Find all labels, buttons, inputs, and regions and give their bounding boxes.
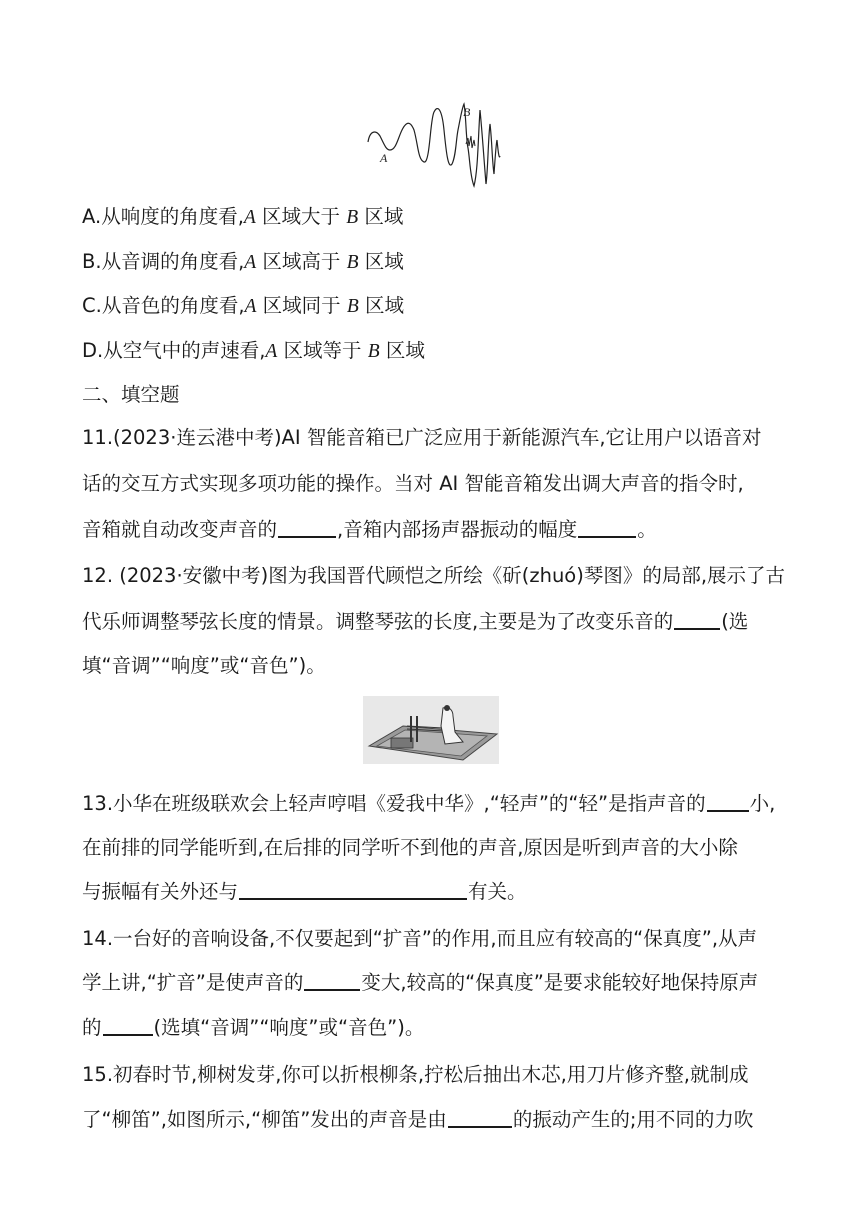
region-b-label: B	[463, 105, 471, 119]
q13-line-3: 与振幅有关外还与 有关。	[82, 880, 527, 903]
answer-blank[interactable]	[239, 878, 467, 900]
q12-line-3: 填“音调”“响度”或“音色”)。	[82, 654, 326, 677]
answer-blank[interactable]	[674, 608, 720, 630]
q14-line-3: 的 (选填“音调”“响度”或“音色”)。	[82, 1016, 425, 1039]
answer-blank[interactable]	[103, 1014, 153, 1036]
zhuo-qin-painting-image	[363, 696, 499, 764]
q12-line-2: 代乐师调整琴弦长度的情景。调整琴弦的长度,主要是为了改变乐音的 (选	[82, 610, 749, 633]
answer-blank[interactable]	[578, 516, 636, 538]
q15-line-1: 15.初春时节,柳树发芽,你可以折根柳条,拧松后抽出木芯,用刀片修齐整,就制成	[82, 1063, 749, 1086]
q11-line-3: 音箱就自动改变声音的 ,音箱内部扬声器振动的幅度 。	[82, 518, 657, 541]
region-a-label: A	[380, 151, 388, 165]
option-b: B.从音调的角度看,A 区域高于 B 区域	[82, 250, 404, 273]
q15-line-2: 了“柳笛”,如图所示,“柳笛”发出的声音是由 的振动产生的;用不同的力吹	[82, 1108, 754, 1131]
q14-line-1: 14.一台好的音响设备,不仅要起到“扩音”的作用,而且应有较高的“保真度”,从声	[82, 927, 758, 950]
q11-line-2: 话的交互方式实现多项功能的操作。当对 AI 智能音箱发出调大声音的指令时,	[82, 472, 744, 495]
answer-blank[interactable]	[707, 790, 749, 812]
q12-line-1: 12. (2023·安徽中考)图为我国晋代顾恺之所绘《斫(zhuó)琴图》的局部,展示了古	[82, 564, 786, 587]
answer-blank[interactable]	[448, 1106, 512, 1128]
sound-waveform-figure	[360, 100, 505, 192]
option-c: C.从音色的角度看,A 区域同于 B 区域	[82, 294, 404, 317]
q14-line-2: 学上讲,“扩音”是使声音的 变大,较高的“保真度”是要求能较好地保持原声	[82, 971, 759, 994]
q11-line-1: 11.(2023·连云港中考)AI 智能音箱已广泛应用于新能源汽车,它让用户以语音对	[82, 426, 762, 449]
q13-line-1: 13.小华在班级联欢会上轻声哼唱《爱我中华》,“轻声”的“轻”是指声音的 小,	[82, 792, 776, 815]
waveform-curve	[368, 104, 500, 186]
option-a: A.从响度的角度看,A 区域大于 B 区域	[82, 205, 404, 228]
option-d: D.从空气中的声速看,A 区域等于 B 区域	[82, 339, 425, 362]
section-title: 二、填空题	[82, 383, 180, 406]
answer-blank[interactable]	[304, 969, 360, 991]
answer-blank[interactable]	[278, 516, 336, 538]
q13-line-2: 在前排的同学能听到,在后排的同学听不到他的声音,原因是听到声音的大小除	[82, 836, 738, 859]
